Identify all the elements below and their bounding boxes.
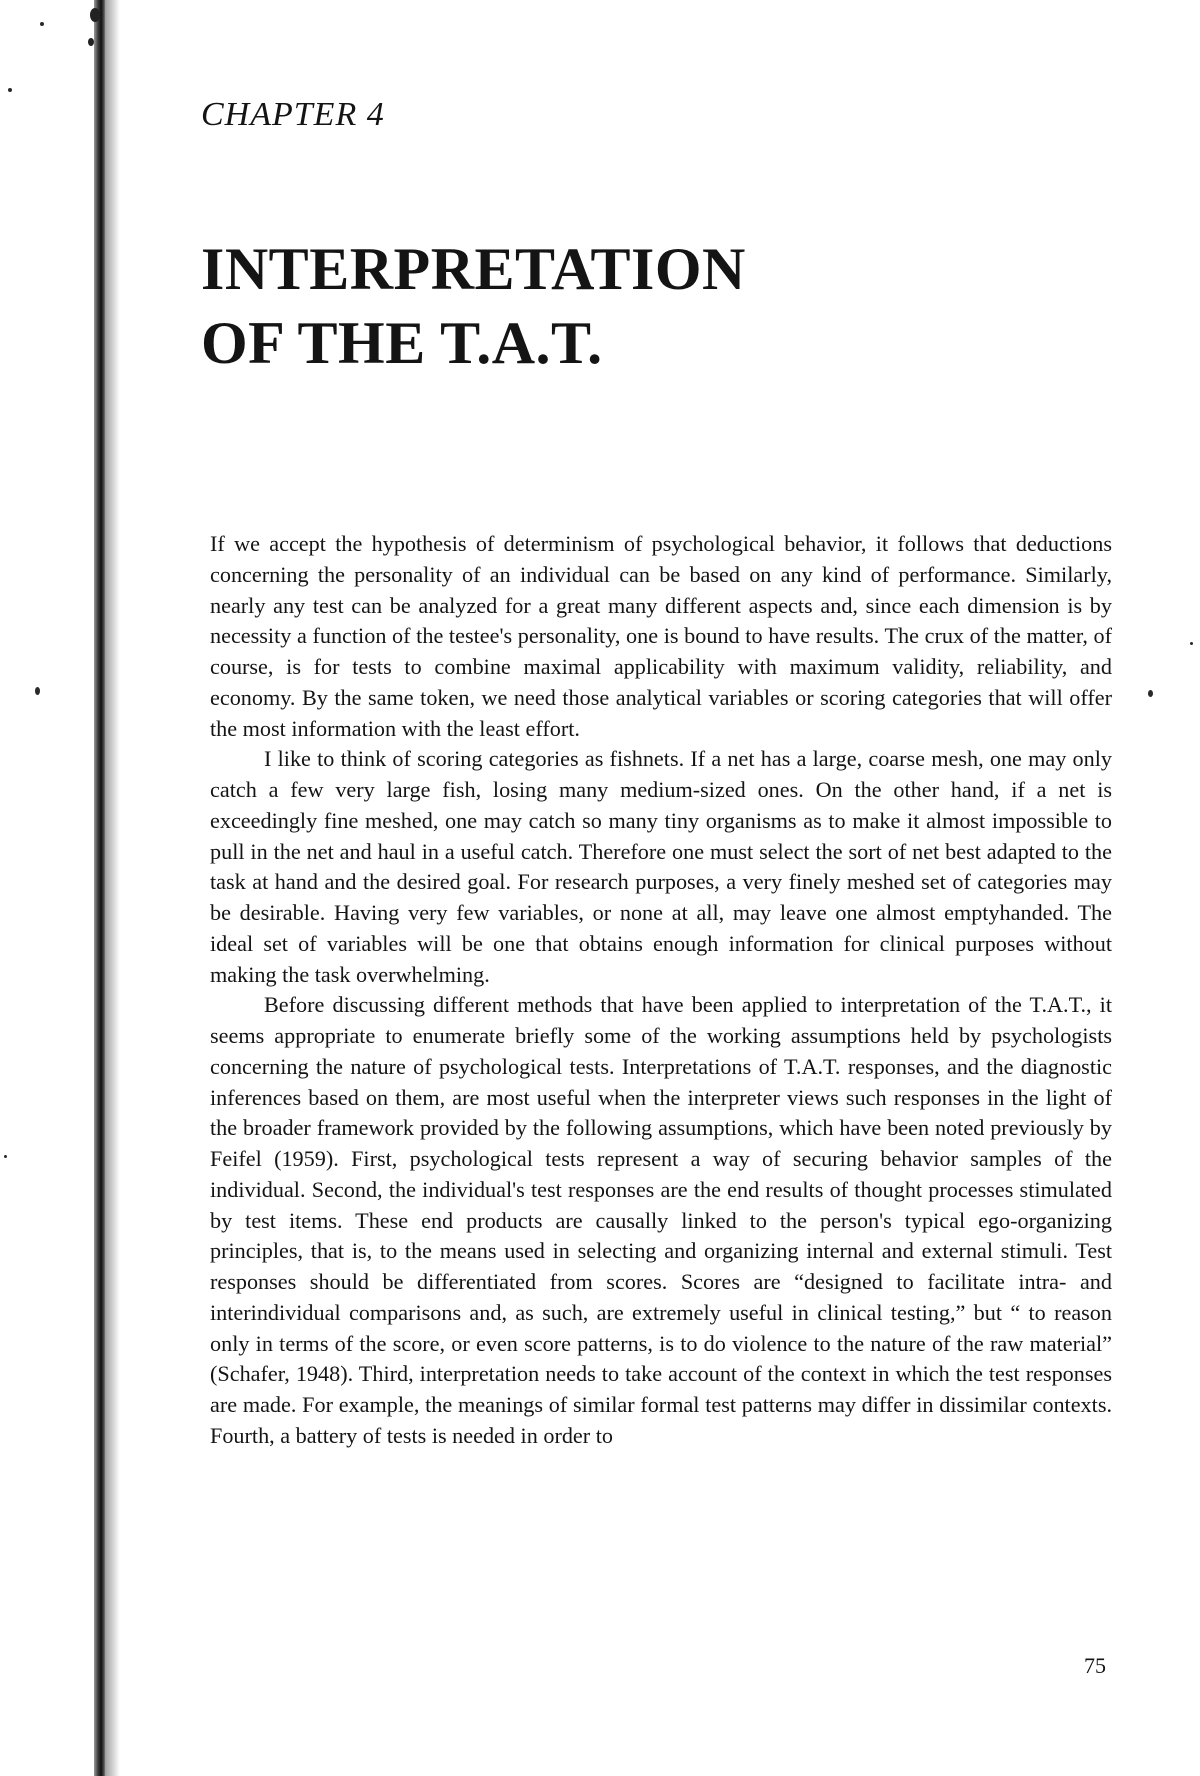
- chapter-title-line-2: OF THE T.A.T.: [201, 310, 603, 376]
- chapter-label: CHAPTER 4: [201, 96, 385, 133]
- scan-speck: [40, 22, 44, 26]
- binding-speck: [90, 8, 100, 22]
- chapter-title: [201, 232, 746, 380]
- scan-speck: [1148, 690, 1153, 697]
- scan-speck: [8, 88, 12, 92]
- paragraph: I like to think of scoring categories as fishnets. If a net has a large, coarse mesh, one may only catch a few very large fish, losing many medium-sized ones. On the other hand, if a net is exceedingly fine meshed, one may catch so many tiny organisms as to make it almost impossible to pull in the net and haul in a useful catch. Therefore one must select the sort of net best adapted to the task at hand and the desired goal. For research purposes, a very finely meshed set of categories may be desirable. Having very few variables, or none at all, may leave one almost emptyhanded. The ideal set of variables will be one that obtains enough information for clinical purposes without making the task overwhelming.: [210, 746, 1112, 987]
- binding-gradient: [106, 0, 120, 1776]
- binding-speck: [88, 38, 94, 46]
- paragraph: If we accept the hypothesis of determinism of psychological behavior, it follows that deductions concerning the personality of an individual can be based on any kind of performance. Similarly, nearly any test can be analyzed for a great many different aspects and, since each dimension is by necessity a function of the testee's personality, one is bound to have results. The crux of the matter, of course, is for tests to combine maximal applicability with maximum validity, reliability, and economy. By the same token, we need those analytical variables or scoring categories that will offer the most information with the least effort.: [210, 531, 1112, 741]
- scan-speck: [1190, 642, 1193, 645]
- body-text: [210, 529, 1112, 1452]
- binding-edge: [94, 0, 106, 1776]
- page-number: 75: [1084, 1653, 1106, 1678]
- chapter-title-line-1: INTERPRETATION: [201, 236, 746, 302]
- scan-speck: [35, 687, 40, 695]
- scan-speck: [4, 1155, 7, 1158]
- paragraph: Before discussing different methods that have been applied to interpretation of the T.A.T., it seems appropriate to enumerate briefly some of the working assumptions held by psychologists concerning the nature of psychological tests. Interpretations of T.A.T. responses, and the diagnostic inferences based on them, are most useful when the interpreter views such responses in the light of the broader framework provided by the following assumptions, which have been noted previously by Feifel (1959). First, psychological tests represent a way of securing behavior samples of the individual. Second, the individual's test responses are the end results of thought processes stimulated by test items. These end products are causally linked to the person's typical ego-organizing principles, that is, to the means used in selecting and organizing internal and external stimuli. Test responses should be differentiated from scores. Scores are “designed to facilitate intra- and interindividual comparisons and, as such, are extremely useful in clinical testing,” but “ to reason only in terms of the score, or even score patterns, is to do violence to the nature of the raw material” (Schafer, 1948). Third, interpretation needs to take account of the context in which the test responses are made. For example, the meanings of similar formal test patterns may differ in dissimilar contexts. Fourth, a battery of tests is needed in order to: [210, 992, 1112, 1448]
